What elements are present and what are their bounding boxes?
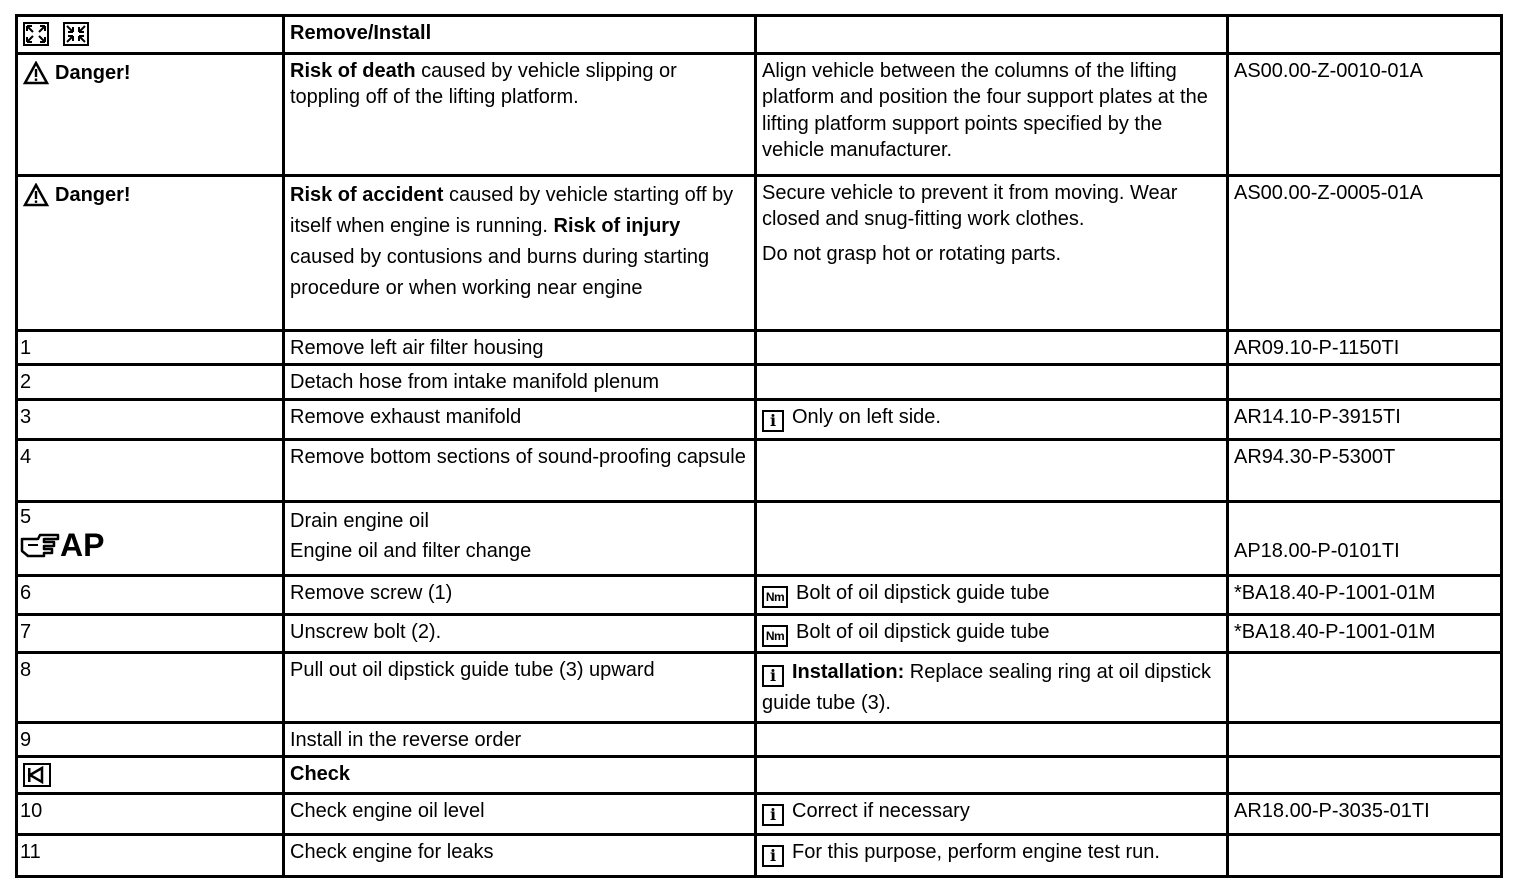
step-note bbox=[756, 365, 1228, 399]
step-row bbox=[17, 794, 1502, 835]
ap-label: AP bbox=[60, 526, 105, 563]
ap-text: Engine oil and filter change bbox=[290, 540, 532, 563]
step-note bbox=[756, 399, 1228, 439]
info-icon: i bbox=[762, 665, 784, 687]
step-number: 5 bbox=[20, 505, 32, 528]
note-text: For this purpose, perform engine test run. bbox=[792, 841, 1160, 864]
step-text: Remove left air filter housing bbox=[284, 331, 756, 365]
reference-link[interactable]: AP18.00-P-0101TI bbox=[1234, 539, 1400, 562]
step-text: Drain engine oil bbox=[290, 509, 429, 532]
step-number: 9 bbox=[17, 722, 284, 756]
check-icon-cell bbox=[17, 757, 284, 794]
step-number-cell bbox=[17, 501, 284, 575]
step-text: Unscrew bolt (2). bbox=[284, 614, 756, 652]
step-text: Remove screw (1) bbox=[284, 575, 756, 614]
reference-cell bbox=[1228, 501, 1502, 575]
check-empty-cell bbox=[1228, 757, 1502, 794]
reference-link bbox=[1228, 652, 1502, 722]
step-row bbox=[17, 652, 1502, 722]
danger-row bbox=[17, 54, 1502, 176]
danger-label-cell bbox=[17, 54, 284, 176]
step-note bbox=[756, 331, 1228, 365]
pointing-hand-icon bbox=[20, 531, 60, 559]
risk-bold: Risk of injury bbox=[553, 215, 681, 237]
risk-cell bbox=[284, 54, 756, 176]
step-number: 7 bbox=[17, 614, 284, 652]
step-text: Remove bottom sections of sound-proofing capsule bbox=[284, 439, 756, 501]
step-note bbox=[756, 439, 1228, 501]
header-icons-cell bbox=[17, 16, 284, 54]
procedure-table bbox=[15, 14, 1503, 878]
step-text: Detach hose from intake manifold plenum bbox=[284, 365, 756, 399]
step-note bbox=[756, 794, 1228, 835]
info-icon: i bbox=[762, 845, 784, 867]
check-icon bbox=[23, 763, 51, 787]
step-number: 4 bbox=[17, 439, 284, 501]
step-row bbox=[17, 501, 1502, 575]
torque-icon: Nm bbox=[762, 625, 788, 647]
reference-link[interactable]: AR94.30-P-5300T bbox=[1228, 439, 1502, 501]
step-note bbox=[756, 835, 1228, 877]
warning-icon bbox=[23, 61, 49, 85]
expand-icon bbox=[23, 22, 49, 46]
danger-label-cell bbox=[17, 176, 284, 331]
risk-text: caused by vehicle slipping or toppling off of the lifting platform. bbox=[290, 60, 677, 109]
reference-link bbox=[1228, 365, 1502, 399]
torque-icon: Nm bbox=[762, 586, 788, 608]
header-empty-cell bbox=[1228, 16, 1502, 54]
info-icon: i bbox=[762, 804, 784, 826]
risk-text: caused by contusions and burns during starting procedure or when working near engine bbox=[290, 246, 710, 299]
step-number: 10 bbox=[17, 794, 284, 835]
reference-link[interactable]: AR14.10-P-3915TI bbox=[1228, 399, 1502, 439]
measure-cell: Align vehicle between the columns of the lifting platform and position the four support plates at the lifting platform support points specified by the vehicle manufacturer. bbox=[756, 54, 1228, 176]
reference-link[interactable]: AS00.00-Z-0010-01A bbox=[1228, 54, 1502, 176]
step-text: Pull out oil dipstick guide tube (3) upward bbox=[284, 652, 756, 722]
step-note bbox=[756, 501, 1228, 575]
danger-row bbox=[17, 176, 1502, 331]
risk-text: caused by vehicle starting off by itself when engine is running. bbox=[290, 184, 734, 237]
check-empty-cell bbox=[756, 757, 1228, 794]
note-text: Bolt of oil dipstick guide tube bbox=[796, 620, 1050, 643]
info-icon: i bbox=[762, 410, 784, 432]
reference-link[interactable]: *BA18.40-P-1001-01M bbox=[1228, 575, 1502, 614]
danger-label: Danger! bbox=[55, 184, 131, 206]
header-row bbox=[17, 16, 1502, 54]
step-note bbox=[756, 614, 1228, 652]
measure-text: Secure vehicle to prevent it from moving. Wear closed and snug-fitting work clothes. bbox=[762, 182, 1178, 231]
note-text: Only on left side. bbox=[792, 405, 941, 428]
header-empty-cell bbox=[756, 16, 1228, 54]
reference-link bbox=[1228, 722, 1502, 756]
reference-link[interactable]: *BA18.40-P-1001-01M bbox=[1228, 614, 1502, 652]
reference-link bbox=[1228, 835, 1502, 877]
step-number: 6 bbox=[17, 575, 284, 614]
reference-link[interactable]: AS00.00-Z-0005-01A bbox=[1228, 176, 1502, 331]
step-number: 1 bbox=[17, 331, 284, 365]
risk-bold: Risk of death bbox=[290, 60, 416, 82]
check-title: Check bbox=[284, 757, 756, 794]
step-row bbox=[17, 399, 1502, 439]
step-row bbox=[17, 331, 1502, 365]
risk-cell bbox=[284, 176, 756, 331]
step-number: 3 bbox=[17, 399, 284, 439]
note-text: Replace sealing ring at oil dipstick guide tube (3). bbox=[762, 660, 1212, 714]
step-text: Check engine oil level bbox=[284, 794, 756, 835]
step-note bbox=[756, 722, 1228, 756]
step-number: 8 bbox=[17, 652, 284, 722]
ap-marker bbox=[20, 528, 277, 562]
step-number: 2 bbox=[17, 365, 284, 399]
header-title: Remove/Install bbox=[284, 16, 756, 54]
risk-bold: Risk of accident bbox=[290, 184, 444, 206]
warning-icon bbox=[23, 183, 49, 207]
measure-text: Do not grasp hot or rotating parts. bbox=[762, 242, 1062, 265]
reference-link[interactable]: AR18.00-P-3035-01TI bbox=[1228, 794, 1502, 835]
step-row bbox=[17, 614, 1502, 652]
step-text: Install in the reverse order bbox=[284, 722, 756, 756]
note-bold: Installation: bbox=[792, 660, 905, 683]
measure-cell bbox=[756, 176, 1228, 331]
step-note bbox=[756, 652, 1228, 722]
note-text: Correct if necessary bbox=[792, 800, 970, 823]
step-row bbox=[17, 439, 1502, 501]
step-row bbox=[17, 575, 1502, 614]
collapse-icon bbox=[63, 22, 89, 46]
step-text-cell bbox=[284, 501, 756, 575]
step-row bbox=[17, 722, 1502, 756]
step-note bbox=[756, 575, 1228, 614]
step-text: Check engine for leaks bbox=[284, 835, 756, 877]
danger-label: Danger! bbox=[55, 62, 131, 84]
step-row bbox=[17, 835, 1502, 877]
step-row bbox=[17, 365, 1502, 399]
check-header-row bbox=[17, 757, 1502, 794]
reference-link[interactable]: AR09.10-P-1150TI bbox=[1228, 331, 1502, 365]
note-text: Bolt of oil dipstick guide tube bbox=[796, 581, 1050, 604]
step-number: 11 bbox=[17, 835, 284, 877]
step-text: Remove exhaust manifold bbox=[284, 399, 756, 439]
